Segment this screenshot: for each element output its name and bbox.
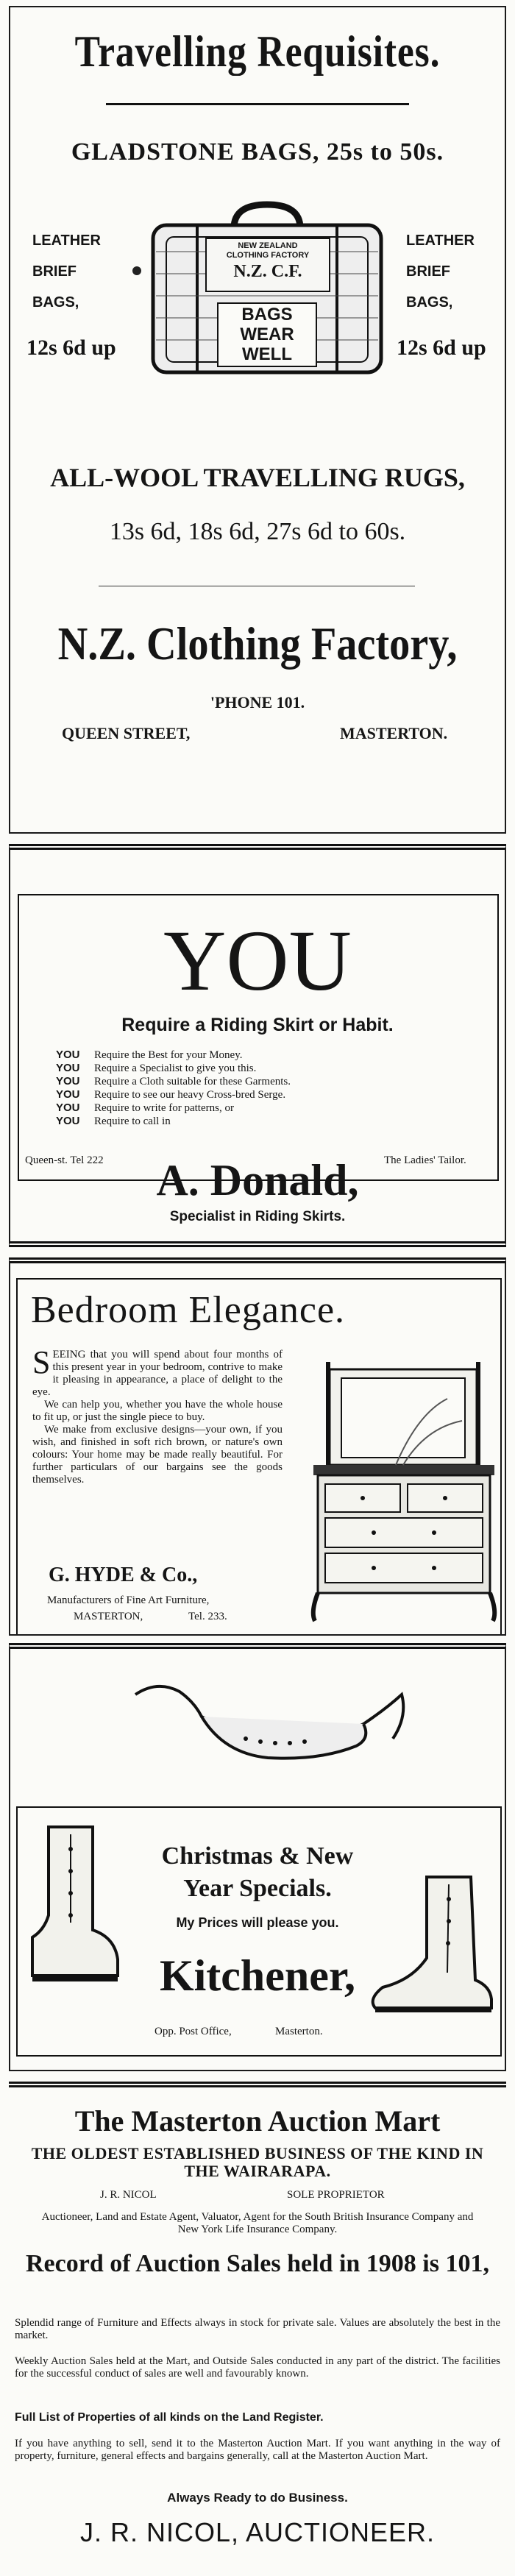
xmas-specials: Christmas & New Year Specials.: [161, 1842, 354, 1902]
you-headline: YOU: [163, 912, 352, 1009]
right-price: 12s 6d up: [397, 336, 486, 360]
hyde-desc: Manufacturers of Fine Art Furniture,: [47, 1594, 210, 1606]
kitchener-town: Masterton.: [275, 2026, 323, 2037]
travelling-requisites-ad: [9, 6, 506, 834]
donald-name: A. Donald,: [156, 1156, 359, 1204]
dressing-table-illustration: [308, 1355, 500, 1627]
auction-mart-ad: [9, 2082, 506, 2570]
bag-tag-text: NEW ZEALAND CLOTHING FACTORY: [226, 241, 310, 260]
bag-slogan: BAGS WEAR WELL: [240, 305, 294, 364]
bag-logo: N.Z. C.F.: [233, 262, 302, 281]
hyde-name: G. HYDE & Co.,: [49, 1564, 198, 1586]
title-rule: [106, 103, 409, 105]
kitchener-opp: Opp. Post Office,: [154, 2026, 232, 2037]
town: MASTERTON.: [340, 724, 448, 742]
hyde-town: MASTERTON,: [74, 1611, 143, 1622]
if-you-text: If you have anything to sell, send it to the Masterton Auction Mart. If you want anything in the way of property, furniture, general effects and bargains generally, call at the Masterton Auction Mart.: [15, 2438, 500, 2462]
specialist-line: Specialist in Riding Skirts.: [169, 1209, 346, 1224]
hyde-body-text: S EEING that you will spend about four months of this present year in your bedroom, contrive to make it pleasing in appearance, a place of delight to the eye. We can help you, whether you have the whole house to fit up, or just the single piece to buy. We make from exclusive designs—your own, if you wish, and finished in soft rich brown, or nature's own colours: Your home may be made really beautiful. For further particulars of our bargains see the goods themselves.: [32, 1344, 283, 1486]
phone: 'PHONE 101.: [210, 693, 305, 712]
nicol-proprietor: J. R. NICOL: [100, 2189, 157, 2201]
list-item: YOU Require to write for patterns, or: [56, 1101, 234, 1114]
riding-skirt-subhead: Require a Riding Skirt or Habit.: [121, 1015, 394, 1035]
bullet-icon: [132, 266, 141, 275]
street: QUEEN STREET,: [62, 724, 191, 742]
ladies-tailor: The Ladies' Tailor.: [384, 1154, 466, 1166]
list-item: YOU Require to see our heavy Cross-bred Serge.: [56, 1088, 286, 1101]
sole-proprietor: SOLE PROPRIETOR: [287, 2189, 385, 2201]
kitchener-ad: [9, 1643, 506, 2071]
drop-cap: S: [32, 1344, 51, 1380]
bedroom-title: Bedroom Elegance.: [31, 1289, 346, 1331]
full-list: Full List of Properties of all kinds on the Land Register.: [15, 2411, 324, 2424]
left-price: 12s 6d up: [26, 336, 116, 360]
hyde-tel: Tel. 233.: [188, 1611, 227, 1622]
list-item: YOU Require a Cloth suitable for these Garments.: [56, 1075, 291, 1087]
donald-address: Queen-st. Tel 222: [25, 1154, 104, 1166]
splendid-text: Splendid range of Furniture and Effects always in stock for private sale. Values are absolutely the best in the market.: [15, 2317, 500, 2341]
rug-prices: 13s 6d, 18s 6d, 27s 6d to 60s.: [109, 518, 406, 545]
hand-shoe-illustration: [113, 1665, 422, 1783]
oldest-business: THE OLDEST ESTABLISHED BUSINESS OF THE KIND IN THE WAIRARAPA.: [31, 2144, 484, 2180]
list-item: YOU Require to call in: [56, 1115, 171, 1127]
require-list: [56, 1049, 291, 1128]
auction-title: The Masterton Auction Mart: [74, 2104, 441, 2137]
right-boot-illustration: [360, 1870, 496, 2017]
company-name: N.Z. Clothing Factory,: [57, 617, 458, 670]
ad-title: Travelling Requisites.: [74, 27, 441, 76]
list-item: YOU Require a Specialist to give you this.: [56, 1062, 257, 1074]
gladstone-line: GLADSTONE BAGS, 25s to 50s.: [71, 138, 444, 166]
kitchener-name: Kitchener,: [159, 1951, 356, 2000]
record-headline: Record of Auction Sales held in 1908 is 101,: [26, 2250, 489, 2277]
agent-text: Auctioneer, Land and Estate Agent, Valuator, Agent for the South British Insurance Company and New York Life Insurance Company.: [41, 2211, 474, 2235]
rugs-line: ALL-WOOL TRAVELLING RUGS,: [50, 463, 465, 492]
donald-ad: [9, 844, 506, 1247]
left-bag-label: LEATHER BRIEF BAGS,: [32, 233, 101, 311]
list-item: YOU Require the Best for your Money.: [56, 1049, 243, 1061]
right-bag-label: LEATHER BRIEF BAGS,: [406, 233, 475, 311]
prices-please: My Prices will please you.: [176, 1915, 339, 1930]
auctioneer-footer: J. R. NICOL, AUCTIONEER.: [79, 2517, 436, 2547]
hyde-ad: [9, 1257, 506, 1636]
suitcase-illustration: [146, 200, 388, 378]
weekly-text: Weekly Auction Sales held at the Mart, and Outside Sales conducted in any part of the district. The facilities for the successful conduct of sales are well and favourably known.: [15, 2355, 500, 2380]
ready-line: Always Ready to do Business.: [167, 2491, 348, 2505]
